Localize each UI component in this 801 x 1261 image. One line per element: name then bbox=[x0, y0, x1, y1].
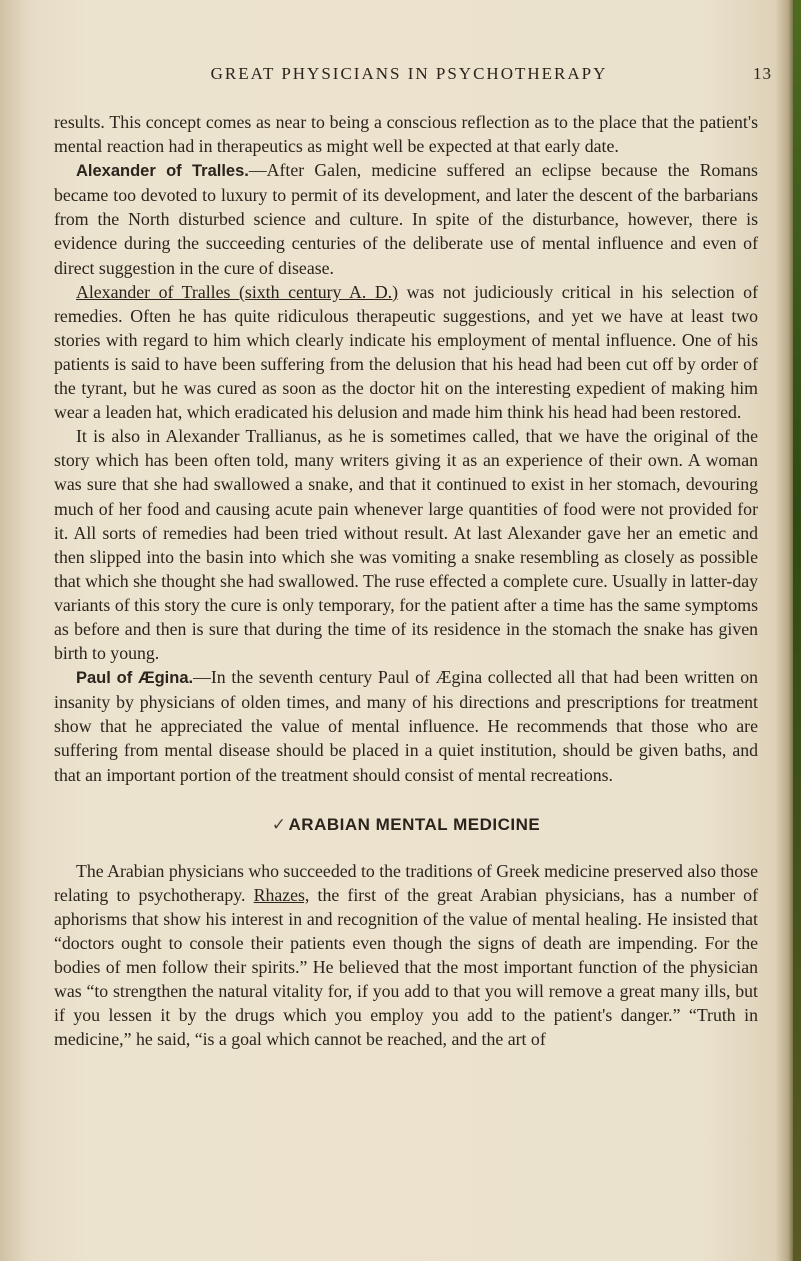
underlined-phrase: Rhazes, bbox=[253, 884, 310, 905]
paragraph-text: —In the seventh century Paul of Ægina collected all that had been written on insanity by physicians of olden times, and many of his directions and prescriptions for treatment show that he appreciated the value of mental influence. He recommends that those who are suffering from mental disease should be placed in a quiet institution, should be given baths, and that an important portion of the treatment should consist of mental recreations. bbox=[54, 667, 758, 785]
paragraph-text: the first of the great Arabian physicians, has a number of aphorisms that show his interest in and recognition of the value of mental healing. He insisted that “doctors ought to console their patients even though the signs of death are impending. For the bodies of men follow their spirits.” He believed that the most important function of the physician was “to strengthen the natural vitality for, if you add to that you will remove a great many ills, but if you lessen it by the drugs which you employ you add to the patient's danger.” “Truth in medicine,” he said, “is a goal which cannot be reached, and the art of bbox=[54, 884, 758, 1050]
section-heading bbox=[54, 813, 758, 837]
paragraph bbox=[54, 665, 758, 786]
pencil-check-mark-icon: ✓ bbox=[271, 814, 287, 835]
run-in-heading: Paul of Ægina. bbox=[76, 669, 194, 688]
paragraph bbox=[54, 280, 758, 425]
page-number: 13 bbox=[753, 64, 772, 83]
body-text bbox=[54, 110, 758, 1051]
paragraph: results. This concept comes as near to being a conscious reflection as to the place that the patient's mental reaction had in therapeutics as might well be expected at that early date. bbox=[54, 112, 758, 157]
page-edge-binding bbox=[793, 0, 801, 1261]
run-in-heading: Alexander of Tralles. bbox=[76, 162, 249, 181]
running-head: GREAT PHYSICIANS IN PSYCHOTHERAPY bbox=[210, 64, 608, 83]
paragraph-text: was not judiciously critical in his selection of remedies. Often he has quite ridiculous therapeutic suggestions, and yet we have at least two stories with regard to him which clearly indicate his employment of mental influence. One of his patients is said to have been suffering from the delusion that his head had been cut off by order of the tyrant, but he was cured as soon as the doctor hit on the interesting expedient of making him wear a leaden hat, which eradicated his delusion and made him think his head had been restored. bbox=[54, 281, 758, 423]
underlined-phrase: Alexander of Tralles (sixth century A. D.) bbox=[76, 281, 399, 302]
paragraph-text: —After Galen, medicine suffered an eclipse because the Romans became too devoted to luxury to permit of its development, and later the descent of the barbarians from the North disturbed science and culture. In spite of the disturbance, however, there is evidence during the succeeding centuries of the deliberate use of mental influence and even of direct suggestion in the cure of disease. bbox=[54, 160, 758, 278]
section-heading-text: ARABIAN MENTAL MEDICINE bbox=[288, 814, 541, 834]
page-header bbox=[34, 60, 772, 90]
paragraph bbox=[54, 158, 758, 279]
paragraph-text: The Arabian physicians who succeeded to the traditions of Greek medicine preserved also those relating to psychotherapy. bbox=[54, 860, 758, 905]
paragraph: It is also in Alexander Trallianus, as he is sometimes called, that we have the original of the story which has been often told, many writers giving it as an experience of their own. A woman was sure that she had swallowed a snake, and that it continued to exist in her stomach, devouring much of her food and causing acute pain whenever large quantities of food were not provided for it. All sorts of remedies had been tried without result. At last Alexander gave her an emetic and then slipped into the basin into which she was vomiting a snake resembling as closely as possible that which she thought she had swallowed. The ruse effected a complete cure. Usually in latter-day variants of this story the cure is only temporary, for the patient after a time has the same symptoms as before and then is sure that during the time of its residence in the stomach the snake has given birth to young. bbox=[54, 426, 758, 664]
paragraph bbox=[54, 859, 758, 1052]
